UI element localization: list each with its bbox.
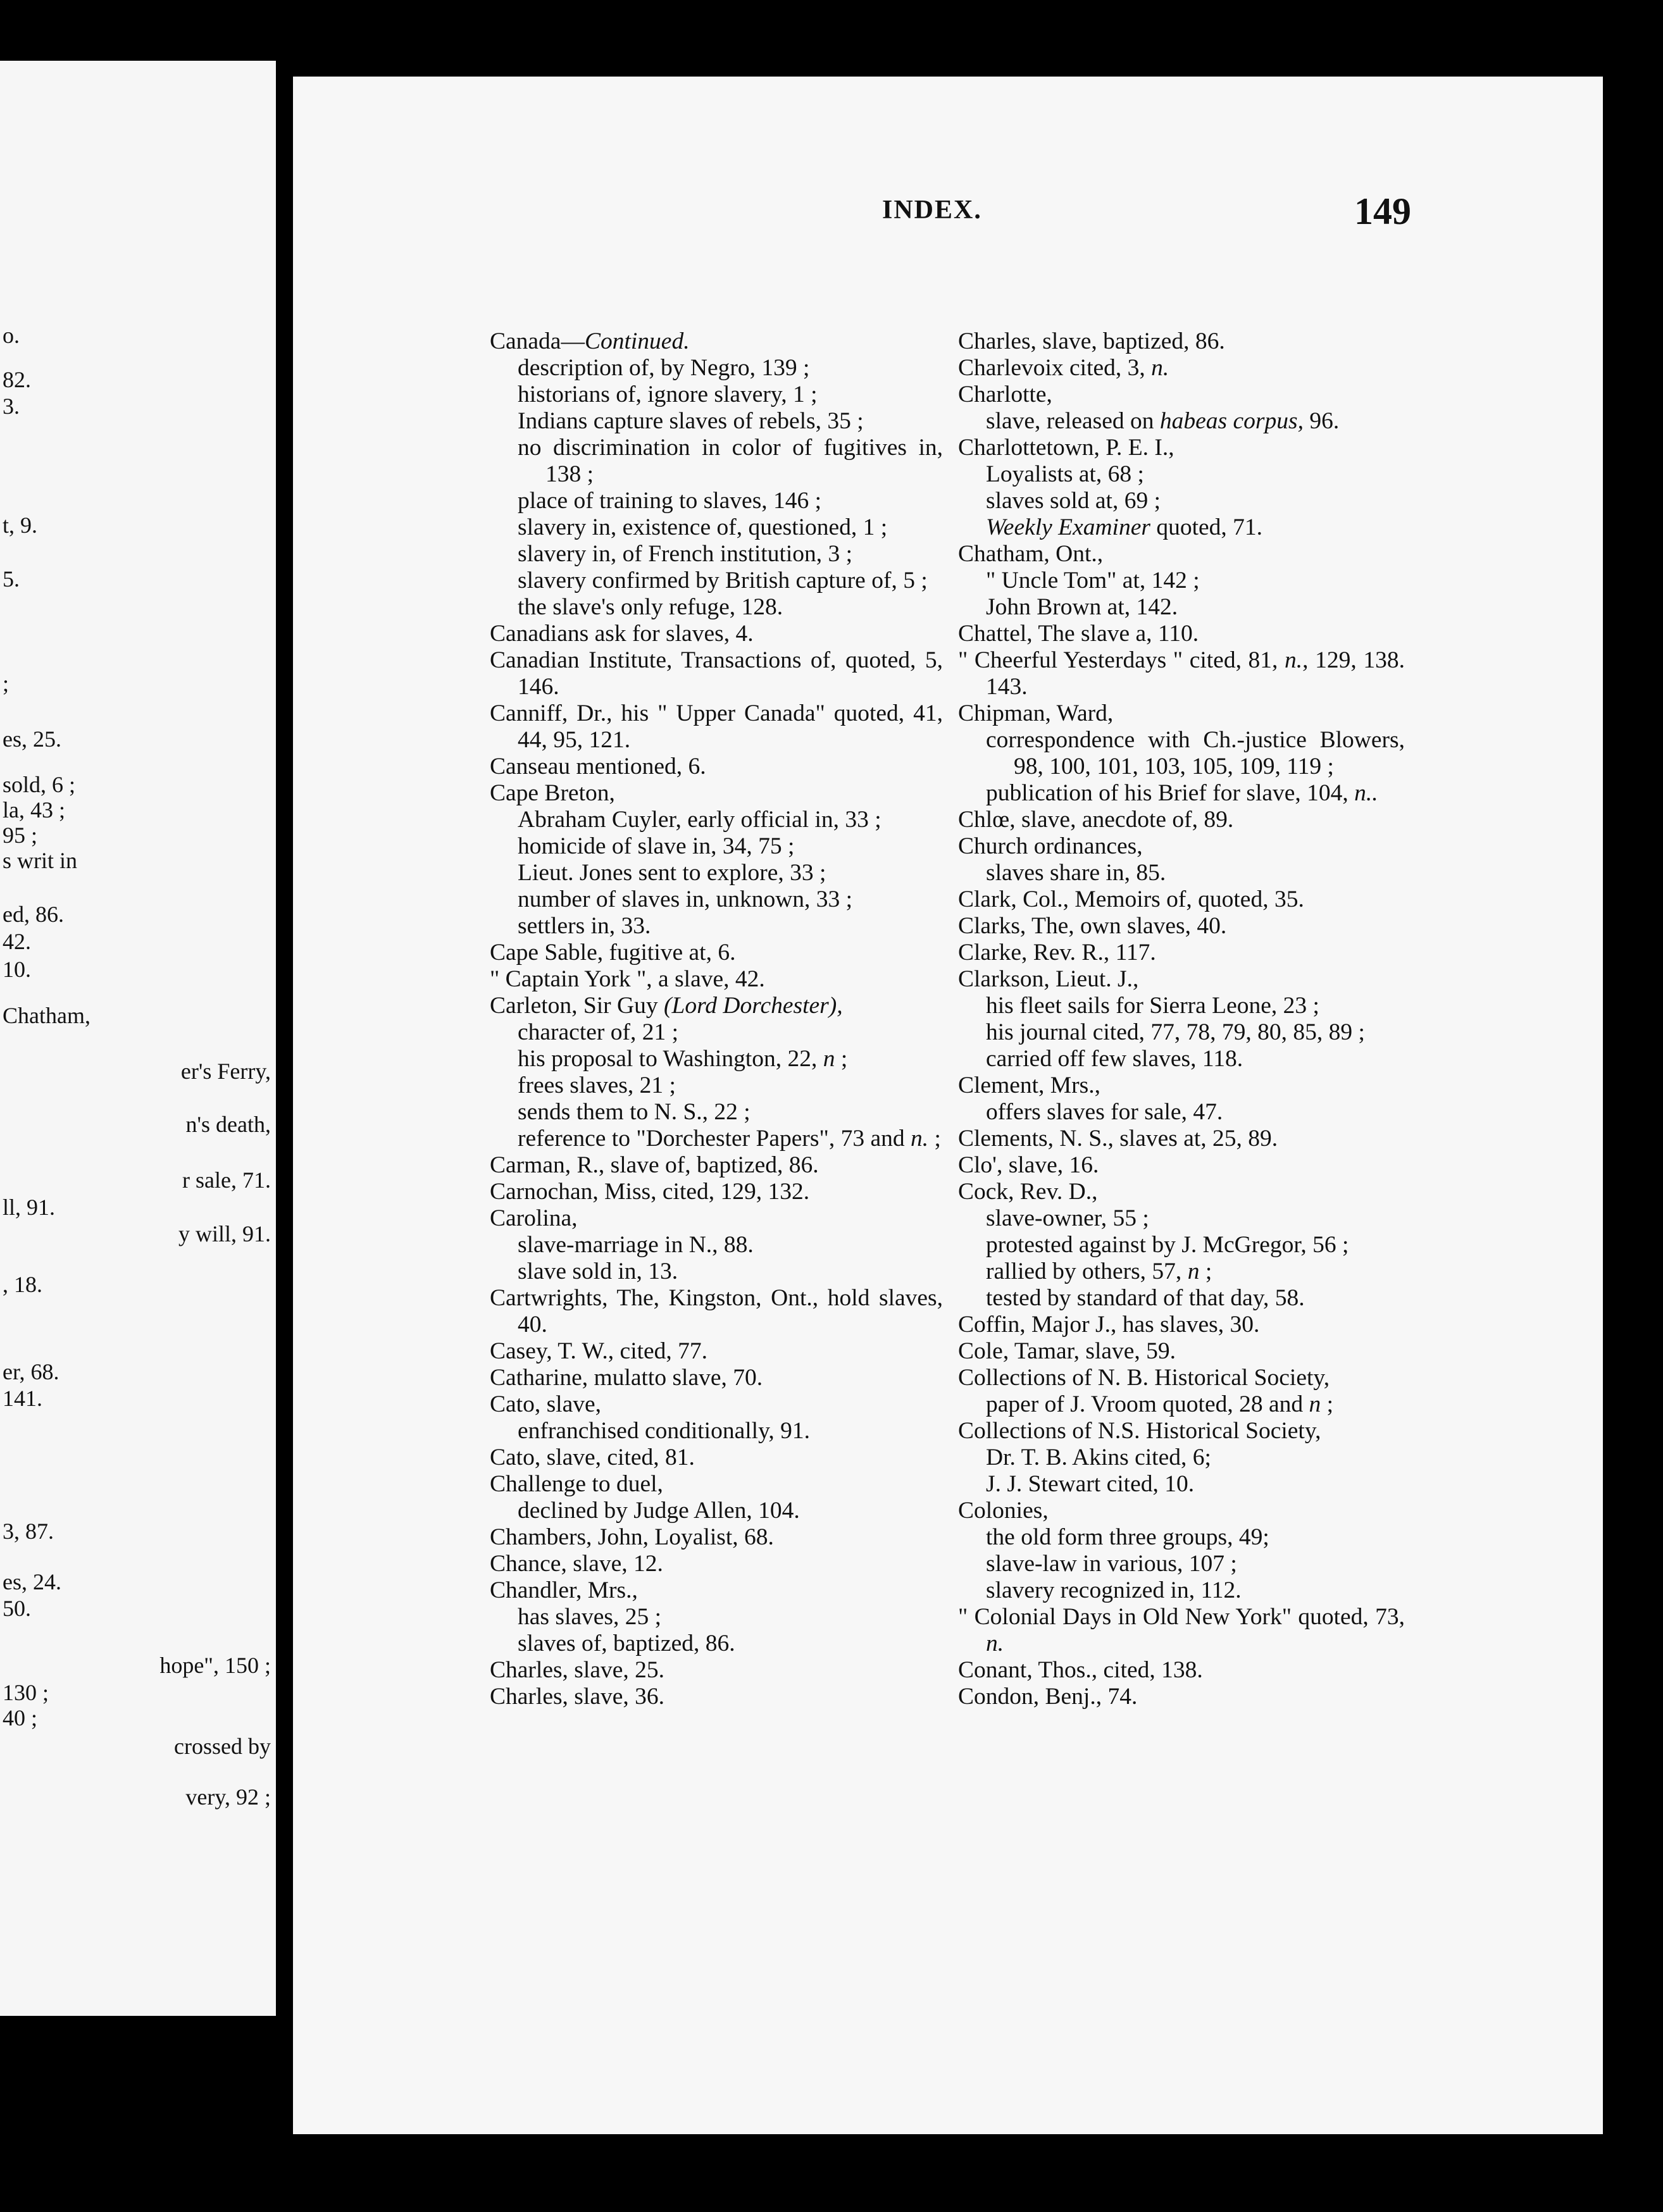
index-entry <box>958 1498 1405 1524</box>
entry-text: Cartwrights, The, Kingston, Ont., hold slaves, 40. <box>490 1285 943 1338</box>
index-subentry <box>490 1046 943 1072</box>
index-subentry <box>490 435 943 488</box>
entry-text: Condon, Benj., 74. <box>958 1684 1138 1710</box>
entry-text: Chipman, Ward, <box>958 700 1114 726</box>
index-entry <box>490 1365 943 1391</box>
index-entry <box>490 647 943 700</box>
entry-text: carried off few slaves, 118. <box>986 1046 1243 1072</box>
entry-text: Canadian Institute, Transactions of, quoted, 5, 146. <box>490 647 943 700</box>
index-subentry <box>490 860 943 886</box>
entry-text: slavery in, of French institution, 3 ; <box>518 541 853 567</box>
entry-text: Clements, N. S., slaves at, 25, 89. <box>958 1126 1278 1152</box>
entry-text: quoted, 71. <box>1150 514 1263 540</box>
facing-page-text: crossed by <box>174 1734 271 1759</box>
entry-text: n <box>1187 1258 1200 1284</box>
entry-text: tested by standard of that day, 58. <box>986 1285 1305 1311</box>
entry-text: Carolina, <box>490 1205 578 1231</box>
entry-text: Cole, Tamar, slave, 59. <box>958 1338 1176 1364</box>
index-entry <box>490 1152 943 1179</box>
index-subentry <box>958 1232 1405 1258</box>
index-entry <box>958 913 1405 940</box>
page-number: 149 <box>1354 190 1411 232</box>
facing-page-text: r sale, 71. <box>182 1167 271 1193</box>
entry-text: enfranchised conditionally, 91. <box>518 1418 811 1444</box>
entry-text: slavery in, existence of, questioned, 1 ; <box>518 514 888 540</box>
index-entry <box>958 647 1405 700</box>
entry-text: Clement, Mrs., <box>958 1072 1100 1098</box>
entry-text: Loyalists at, 68 ; <box>986 461 1144 487</box>
index-entry <box>958 886 1405 913</box>
entry-text: Continued. <box>584 328 690 354</box>
facing-page-text: ; <box>3 671 9 696</box>
index-entry <box>958 1684 1405 1710</box>
index-entry <box>958 1418 1405 1445</box>
entry-text: slaves of, baptized, 86. <box>518 1631 735 1656</box>
entry-text: 96. <box>1303 408 1340 434</box>
index-entry <box>490 754 943 780</box>
facing-page-text: 130 ; <box>3 1680 49 1705</box>
index-subentry <box>490 886 943 913</box>
entry-text: , 129, 138. 143. <box>986 647 1405 700</box>
entry-text: Canniff, Dr., his " Upper Canada" quoted, 41, 44, 95, 121. <box>490 700 943 753</box>
entry-text: protested against by J. McGregor, 56 ; <box>986 1232 1349 1258</box>
facing-page-text: ll, 91. <box>3 1195 56 1220</box>
facing-page-text: 40 ; <box>3 1705 38 1730</box>
entry-text: Carleton, Sir Guy <box>490 993 664 1019</box>
facing-page-text: 5. <box>3 566 20 592</box>
entry-text: n. <box>1151 355 1169 381</box>
index-subentry <box>958 408 1405 435</box>
index-entry <box>958 382 1405 408</box>
entry-text: ; <box>1199 1258 1212 1284</box>
index-entry <box>958 621 1405 647</box>
index-column-left <box>490 328 943 1710</box>
facing-page-text: es, 24. <box>3 1569 61 1594</box>
index-entry <box>490 1179 943 1205</box>
entry-text: Canadians ask for slaves, 4. <box>490 621 754 647</box>
entry-text: Indians capture slaves of rebels, 35 ; <box>518 408 864 434</box>
index-entry <box>490 1338 943 1365</box>
entry-text: n <box>823 1046 835 1072</box>
entry-text: homicide of slave in, 34, 75 ; <box>518 833 795 859</box>
entry-text: Abraham Cuyler, early official in, 33 ; <box>518 807 881 833</box>
facing-page-text: t, 9. <box>3 513 38 538</box>
facing-page-text: es, 25. <box>3 726 61 752</box>
facing-page-text: , 18. <box>3 1272 42 1297</box>
entry-text: Canseau mentioned, 6. <box>490 754 706 780</box>
entry-text: Chattel, The slave a, 110. <box>958 621 1199 647</box>
entry-text: Charles, slave, baptized, 86. <box>958 328 1225 354</box>
index-entry <box>958 940 1405 966</box>
facing-page-text: er, 68. <box>3 1359 59 1384</box>
entry-text: slave-owner, 55 ; <box>986 1205 1149 1231</box>
entry-text: character of, 21 ; <box>518 1019 679 1045</box>
facing-page-text: n's death, <box>185 1112 271 1137</box>
entry-text: place of training to slaves, 146 ; <box>518 488 822 514</box>
index-subentry <box>958 568 1405 594</box>
entry-text: Casey, T. W., cited, 77. <box>490 1338 708 1364</box>
index-entry <box>490 1471 943 1498</box>
entry-text: Canada— <box>490 328 585 354</box>
index-subentry <box>958 727 1405 780</box>
facing-page-text: 3, 87. <box>3 1519 54 1544</box>
facing-page-text: 95 ; <box>3 823 38 848</box>
facing-page-text: 3. <box>3 394 20 419</box>
index-subentry <box>958 860 1405 886</box>
entry-text: Clarke, Rev. R., 117. <box>958 940 1156 966</box>
index-entry <box>490 1684 943 1710</box>
entry-text: n. <box>986 1631 1004 1656</box>
index-entry <box>958 541 1405 568</box>
index-subentry <box>958 1205 1405 1232</box>
entry-text: Clo', slave, 16. <box>958 1152 1099 1178</box>
entry-text: Charlotte, <box>958 382 1052 407</box>
index-subentry <box>490 1498 943 1524</box>
entry-text: n. <box>910 1126 929 1152</box>
entry-text: frees slaves, 21 ; <box>518 1072 676 1098</box>
entry-text: Chandler, Mrs., <box>490 1577 638 1603</box>
index-subentry <box>958 1445 1405 1471</box>
entry-text: sends them to N. S., 22 ; <box>518 1099 751 1125</box>
index-entry <box>958 833 1405 860</box>
index-subentry <box>490 488 943 514</box>
entry-text: Clarks, The, own slaves, 40. <box>958 913 1227 939</box>
index-subentry <box>958 780 1405 807</box>
index-entry <box>958 1657 1405 1684</box>
entry-text: habeas corpus, <box>1159 408 1304 434</box>
index-subentry <box>490 1232 943 1258</box>
index-entry <box>958 1365 1405 1391</box>
index-subentry <box>958 461 1405 488</box>
entry-text: slavery recognized in, 112. <box>986 1577 1242 1603</box>
index-subentry <box>958 1471 1405 1498</box>
entry-text: n. <box>1285 647 1303 673</box>
facing-page-text: y will, 91. <box>178 1221 271 1246</box>
entry-text: " Uncle Tom" at, 142 ; <box>986 568 1200 593</box>
entry-text: settlers in, 33. <box>518 913 651 939</box>
entry-text: slave-marriage in N., 88. <box>518 1232 754 1258</box>
facing-page-text: 141. <box>3 1386 42 1411</box>
facing-page-text: ed, 86. <box>3 902 64 927</box>
index-subentry <box>490 541 943 568</box>
index-subentry <box>490 1099 943 1126</box>
index-subentry <box>490 382 943 408</box>
entry-text: slave sold in, 13. <box>518 1258 678 1284</box>
index-subentry <box>958 993 1405 1019</box>
facing-page-text: 50. <box>3 1596 31 1621</box>
index-entry <box>958 1312 1405 1338</box>
index-subentry <box>490 568 943 594</box>
index-entry <box>490 780 943 807</box>
index-entry <box>490 1391 943 1418</box>
index-subentry <box>958 1046 1405 1072</box>
facing-page-text: o. <box>3 323 20 348</box>
entry-text: his journal cited, 77, 78, 79, 80, 85, 89 ; <box>986 1019 1365 1045</box>
entry-text: Clark, Col., Memoirs of, quoted, 35. <box>958 886 1304 912</box>
index-entry <box>490 1445 943 1471</box>
entry-text: historians of, ignore slavery, 1 ; <box>518 382 818 407</box>
entry-text: " Colonial Days in Old New York" quoted, 73, <box>958 1604 1405 1630</box>
entry-text: Church ordinances, <box>958 833 1143 859</box>
entry-text: slave-law in various, 107 ; <box>986 1551 1237 1577</box>
entry-text: Carnochan, Miss, cited, 129, 132. <box>490 1179 810 1205</box>
index-entry <box>958 355 1405 382</box>
entry-text: slave, released on <box>986 408 1160 434</box>
entry-text: n.. <box>1354 780 1378 806</box>
index-subentry <box>490 807 943 833</box>
facing-page-text: sold, 6 ; <box>3 772 76 797</box>
index-entry <box>958 435 1405 461</box>
entry-text: Charlottetown, P. E. I., <box>958 435 1174 461</box>
entry-text: his fleet sails for Sierra Leone, 23 ; <box>986 993 1319 1019</box>
index-entry <box>958 966 1405 993</box>
entry-text: " Cheerful Yesterdays " cited, 81, <box>958 647 1285 673</box>
facing-page-text: 10. <box>3 957 31 982</box>
entry-text: Coffin, Major J., has slaves, 30. <box>958 1312 1260 1338</box>
entry-text: " Captain York ", a slave, 42. <box>490 966 765 992</box>
facing-page-text: s writ in <box>3 848 78 873</box>
facing-page-fragment <box>0 61 276 2016</box>
index-entry <box>490 993 943 1019</box>
index-subentry <box>490 1258 943 1285</box>
entry-text: Cato, slave, cited, 81. <box>490 1445 695 1470</box>
entry-text: Colonies, <box>958 1498 1049 1524</box>
entry-text: ; <box>1321 1391 1334 1417</box>
index-subentry <box>958 1285 1405 1312</box>
index-entry <box>490 1285 943 1338</box>
entry-text: Catharine, mulatto slave, 70. <box>490 1365 763 1391</box>
entry-text: Collections of N.S. Historical Society, <box>958 1418 1321 1444</box>
index-entry <box>490 1577 943 1604</box>
index-subentry <box>958 488 1405 514</box>
index-subentry <box>490 833 943 860</box>
entry-text: declined by Judge Allen, 104. <box>518 1498 800 1524</box>
facing-page-text: hope", 150 ; <box>159 1653 271 1678</box>
index-subentry <box>490 408 943 435</box>
entry-text: slaves share in, 85. <box>986 860 1166 886</box>
entry-text: reference to "Dorchester Papers", 73 and <box>518 1126 911 1152</box>
index-entry <box>490 1551 943 1577</box>
entry-text: Cape Sable, fugitive at, 6. <box>490 940 736 966</box>
entry-text: slavery confirmed by British capture of, 5 ; <box>518 568 928 593</box>
index-subentry <box>490 594 943 621</box>
index-subentry <box>958 1577 1405 1604</box>
entry-text: Clarkson, Lieut. J., <box>958 966 1139 992</box>
entry-text: Weekly Examiner <box>986 514 1150 540</box>
entry-text: publication of his Brief for slave, 104, <box>986 780 1355 806</box>
index-subentry <box>490 1072 943 1099</box>
entry-text: Challenge to duel, <box>490 1471 663 1497</box>
facing-page-text: very, 92 ; <box>185 1784 271 1810</box>
index-subentry <box>958 514 1405 541</box>
running-head: INDEX. <box>882 196 982 225</box>
index-column-right <box>958 328 1405 1710</box>
entry-text: Chatham, Ont., <box>958 541 1104 567</box>
facing-page-text: la, 43 ; <box>3 797 65 823</box>
entry-text: Collections of N. B. Historical Society, <box>958 1365 1330 1391</box>
entry-text: Cock, Rev. D., <box>958 1179 1098 1205</box>
index-entry <box>490 700 943 754</box>
index-entry <box>958 328 1405 355</box>
page-header <box>590 190 1411 240</box>
entry-text: number of slaves in, unknown, 33 ; <box>518 886 853 912</box>
entry-text: paper of J. Vroom quoted, 28 and <box>986 1391 1309 1417</box>
index-subentry <box>958 1391 1405 1418</box>
index-subentry <box>490 355 943 382</box>
entry-text: Chambers, John, Loyalist, 68. <box>490 1524 774 1550</box>
index-subentry <box>490 1418 943 1445</box>
entry-text: Conant, Thos., cited, 138. <box>958 1657 1203 1683</box>
index-subentry <box>490 1631 943 1657</box>
entry-text: n <box>1309 1391 1321 1417</box>
entry-text: Charles, slave, 25. <box>490 1657 664 1683</box>
index-subentry <box>490 1019 943 1046</box>
index-entry <box>958 1179 1405 1205</box>
index-entry <box>490 1524 943 1551</box>
index-entry <box>958 807 1405 833</box>
index-subentry <box>958 1019 1405 1046</box>
index-subentry <box>958 1099 1405 1126</box>
entry-text: offers slaves for sale, 47. <box>986 1099 1223 1125</box>
entry-text: Charles, slave, 36. <box>490 1684 664 1710</box>
index-entry <box>490 328 943 355</box>
entry-text: correspondence with Ch.-justice Blowers, 98, 100, 101, 103, 105, 109, 119 ; <box>986 727 1405 780</box>
index-entry <box>958 700 1405 727</box>
index-subentry <box>958 1551 1405 1577</box>
index-subentry <box>490 1604 943 1631</box>
index-entry <box>490 1657 943 1684</box>
index-entry <box>490 966 943 993</box>
entry-text: description of, by Negro, 139 ; <box>518 355 810 381</box>
index-entry <box>490 940 943 966</box>
index-subentry <box>490 913 943 940</box>
index-entry <box>958 1152 1405 1179</box>
entry-text: rallied by others, 57, <box>986 1258 1188 1284</box>
index-entry <box>958 1126 1405 1152</box>
index-subentry <box>958 1258 1405 1285</box>
entry-text: the slave's only refuge, 128. <box>518 594 783 620</box>
index-subentry <box>958 1524 1405 1551</box>
entry-text: his proposal to Washington, 22, <box>518 1046 823 1072</box>
entry-text: the old form three groups, 49; <box>986 1524 1269 1550</box>
index-entry <box>958 1338 1405 1365</box>
entry-text: no discrimination in color of fugitives in, 138 ; <box>518 435 943 487</box>
facing-page-text: Chatham, <box>3 1003 90 1028</box>
entry-text: Cato, slave, <box>490 1391 602 1417</box>
index-entry <box>490 1205 943 1232</box>
entry-text: Chlœ, slave, anecdote of, 89. <box>958 807 1234 833</box>
entry-text: John Brown at, 142. <box>986 594 1178 620</box>
entry-text: (Lord Dorchester), <box>663 993 843 1019</box>
facing-page-text: 42. <box>3 929 31 954</box>
entry-text: ; <box>835 1046 848 1072</box>
entry-text: Charlevoix cited, 3, <box>958 355 1152 381</box>
index-entry <box>490 621 943 647</box>
entry-text: Lieut. Jones sent to explore, 33 ; <box>518 860 826 886</box>
index-subentry <box>958 594 1405 621</box>
entry-text: Cape Breton, <box>490 780 615 806</box>
facing-page-text: 82. <box>3 367 31 392</box>
entry-text: J. J. Stewart cited, 10. <box>986 1471 1195 1497</box>
entry-text: has slaves, 25 ; <box>518 1604 662 1630</box>
entry-text: Carman, R., slave of, baptized, 86. <box>490 1152 819 1178</box>
index-entry <box>958 1072 1405 1099</box>
entry-text: Chance, slave, 12. <box>490 1551 663 1577</box>
entry-text: slaves sold at, 69 ; <box>986 488 1161 514</box>
entry-text: ; <box>928 1126 941 1152</box>
facing-page-text: er's Ferry, <box>180 1059 271 1084</box>
entry-text: Dr. T. B. Akins cited, 6; <box>986 1445 1211 1470</box>
index-entry <box>958 1604 1405 1657</box>
index-subentry <box>490 514 943 541</box>
index-subentry <box>490 1126 943 1152</box>
